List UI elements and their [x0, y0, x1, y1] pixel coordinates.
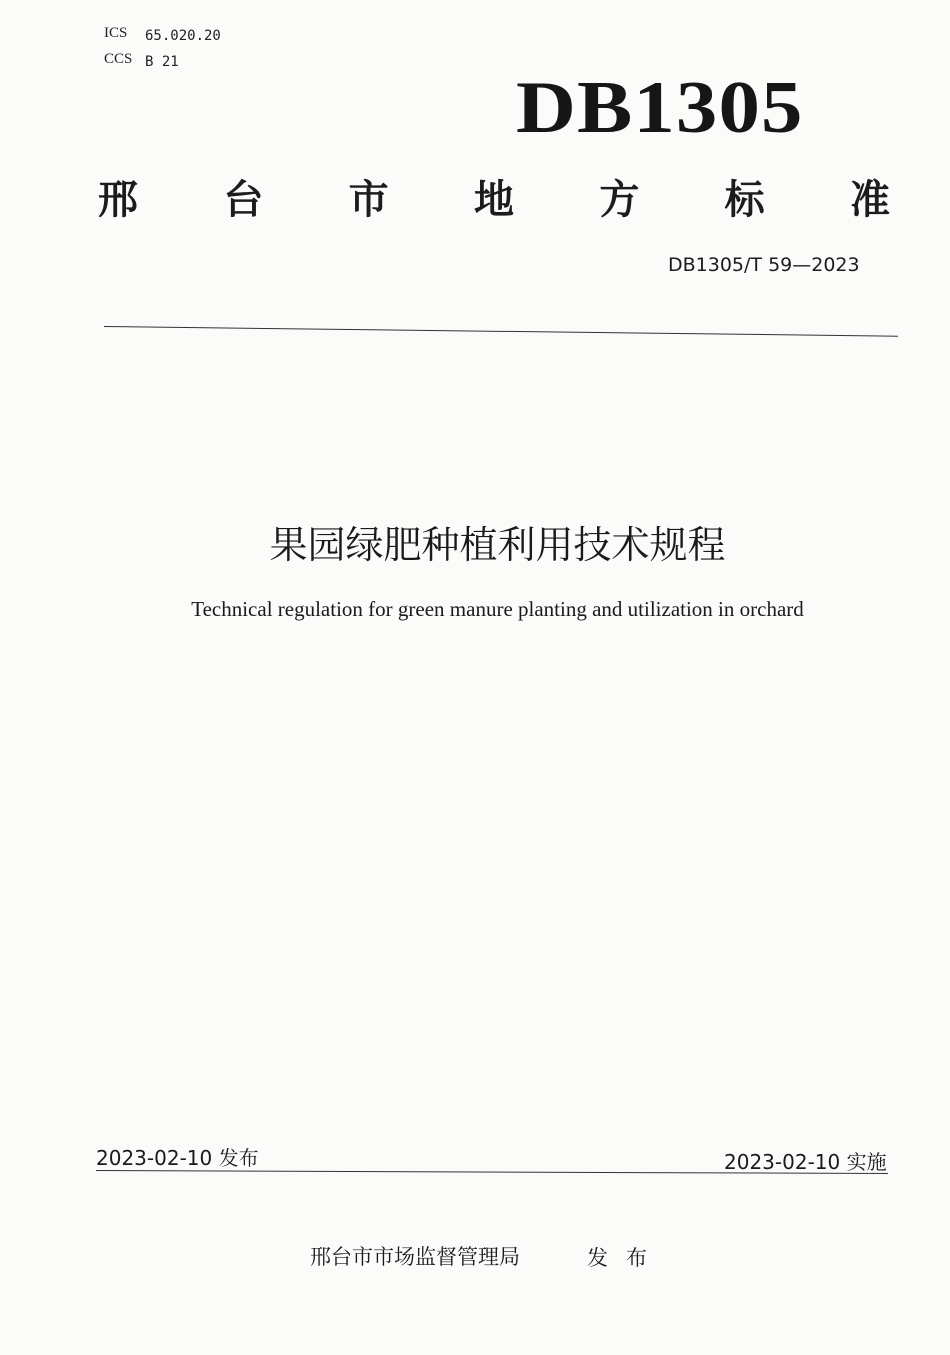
ics-value: 65.020.20	[145, 28, 221, 44]
title-char: 方	[599, 177, 640, 223]
release-date: 2023-02-10 发布	[96, 1146, 259, 1170]
document-title-en: Technical regulation for green manure planting and utilization in orchard	[191, 597, 804, 621]
ics-label: ICS	[104, 25, 128, 41]
document-title-zh: 果园绿肥种植利用技术规程	[269, 523, 726, 567]
title-char: 邢	[98, 177, 138, 223]
header-divider	[104, 326, 898, 337]
issuing-authority: 邢台市市场监督管理局	[310, 1245, 520, 1269]
db-code: DB1305	[516, 67, 804, 149]
title-char: 市	[348, 177, 389, 223]
title-char: 台	[223, 177, 264, 223]
issue-action: 发布	[587, 1246, 665, 1270]
title-char: 准	[849, 177, 890, 223]
ccs-label: CCS	[104, 51, 133, 67]
standard-type-title	[98, 168, 890, 225]
ccs-value: B 21	[145, 54, 179, 70]
title-char: 地	[473, 177, 514, 223]
title-char: 标	[724, 177, 765, 223]
standard-number: DB1305/T 59—2023	[668, 254, 860, 276]
implementation-date: 2023-02-10 实施	[724, 1150, 887, 1174]
